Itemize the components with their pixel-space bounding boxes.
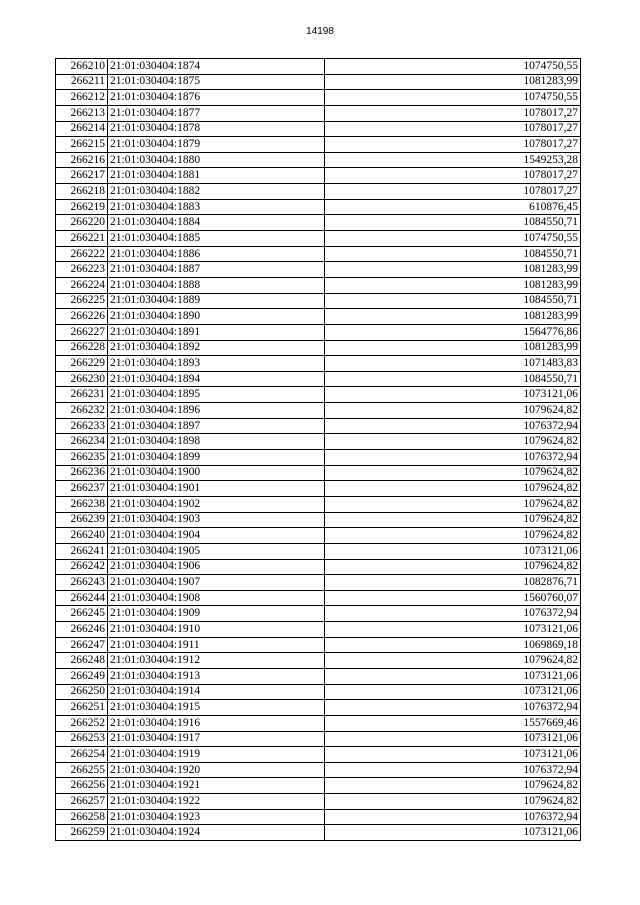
cadastral-number-cell: 21:01:030404:1893: [108, 356, 325, 372]
cadastral-value-cell: 1073121,06: [325, 825, 581, 841]
table-row: [56, 371, 581, 387]
table-row: [56, 90, 581, 106]
table-row: [56, 465, 581, 481]
table-row: [56, 387, 581, 403]
row-number-cell: 266243: [56, 575, 108, 591]
cadastral-value-cell: 1078017,27: [325, 121, 581, 137]
table-row: [56, 794, 581, 810]
row-number-cell: 266253: [56, 731, 108, 747]
row-number-cell: 266216: [56, 152, 108, 168]
row-number-cell: 266230: [56, 371, 108, 387]
row-number-cell: 266214: [56, 121, 108, 137]
cadastral-number-cell: 21:01:030404:1876: [108, 90, 325, 106]
row-number-cell: 266234: [56, 434, 108, 450]
row-number-cell: 266250: [56, 684, 108, 700]
row-number-cell: 266226: [56, 309, 108, 325]
cadastral-value-cell: 1078017,27: [325, 105, 581, 121]
cadastral-number-cell: 21:01:030404:1920: [108, 762, 325, 778]
row-number-cell: 266251: [56, 700, 108, 716]
cadastral-number-cell: 21:01:030404:1909: [108, 606, 325, 622]
row-number-cell: 266244: [56, 590, 108, 606]
table-row: [56, 199, 581, 215]
row-number-cell: 266218: [56, 184, 108, 200]
cadastral-number-cell: 21:01:030404:1913: [108, 668, 325, 684]
cadastral-number-cell: 21:01:030404:1894: [108, 371, 325, 387]
table-row: [56, 403, 581, 419]
row-number-cell: 266242: [56, 559, 108, 575]
cadastral-value-cell: 1076372,94: [325, 762, 581, 778]
row-number-cell: 266245: [56, 606, 108, 622]
cadastral-number-cell: 21:01:030404:1884: [108, 215, 325, 231]
cadastral-number-cell: 21:01:030404:1899: [108, 450, 325, 466]
row-number-cell: 266252: [56, 715, 108, 731]
row-number-cell: 266237: [56, 481, 108, 497]
row-number-cell: 266249: [56, 668, 108, 684]
cadastral-value-cell: 1076372,94: [325, 700, 581, 716]
cadastral-value-table: [55, 58, 581, 841]
row-number-cell: 266224: [56, 277, 108, 293]
row-number-cell: 266241: [56, 543, 108, 559]
cadastral-number-cell: 21:01:030404:1902: [108, 496, 325, 512]
cadastral-value-cell: 1073121,06: [325, 668, 581, 684]
row-number-cell: 266213: [56, 105, 108, 121]
table-row: [56, 668, 581, 684]
table-row: [56, 559, 581, 575]
cadastral-number-cell: 21:01:030404:1901: [108, 481, 325, 497]
table-row: [56, 825, 581, 841]
cadastral-value-cell: 1079624,82: [325, 794, 581, 810]
table-row: [56, 262, 581, 278]
cadastral-number-cell: 21:01:030404:1896: [108, 403, 325, 419]
cadastral-number-cell: 21:01:030404:1910: [108, 622, 325, 638]
row-number-cell: 266223: [56, 262, 108, 278]
cadastral-number-cell: 21:01:030404:1905: [108, 543, 325, 559]
cadastral-value-cell: 1078017,27: [325, 137, 581, 153]
cadastral-number-cell: 21:01:030404:1890: [108, 309, 325, 325]
table-row: [56, 215, 581, 231]
table-row: [56, 137, 581, 153]
cadastral-number-cell: 21:01:030404:1881: [108, 168, 325, 184]
table-row: [56, 418, 581, 434]
row-number-cell: 266259: [56, 825, 108, 841]
row-number-cell: 266247: [56, 637, 108, 653]
cadastral-value-cell: 1073121,06: [325, 387, 581, 403]
cadastral-number-cell: 21:01:030404:1882: [108, 184, 325, 200]
cadastral-number-cell: 21:01:030404:1911: [108, 637, 325, 653]
table-row: [56, 277, 581, 293]
cadastral-value-cell: 1079624,82: [325, 653, 581, 669]
table-row: [56, 434, 581, 450]
table-row: [56, 121, 581, 137]
cadastral-number-cell: 21:01:030404:1924: [108, 825, 325, 841]
table-row: [56, 715, 581, 731]
cadastral-number-cell: 21:01:030404:1914: [108, 684, 325, 700]
table-row: [56, 590, 581, 606]
cadastral-value-cell: 1084550,71: [325, 246, 581, 262]
cadastral-number-cell: 21:01:030404:1877: [108, 105, 325, 121]
row-number-cell: 266219: [56, 199, 108, 215]
cadastral-value-cell: 1079624,82: [325, 465, 581, 481]
cadastral-number-cell: 21:01:030404:1917: [108, 731, 325, 747]
table-row: [56, 575, 581, 591]
cadastral-number-cell: 21:01:030404:1915: [108, 700, 325, 716]
cadastral-value-cell: 1079624,82: [325, 403, 581, 419]
cadastral-number-cell: 21:01:030404:1907: [108, 575, 325, 591]
row-number-cell: 266257: [56, 794, 108, 810]
cadastral-number-cell: 21:01:030404:1875: [108, 74, 325, 90]
cadastral-number-cell: 21:01:030404:1919: [108, 747, 325, 763]
cadastral-value-cell: 1076372,94: [325, 450, 581, 466]
cadastral-value-cell: 1079624,82: [325, 778, 581, 794]
cadastral-number-cell: 21:01:030404:1906: [108, 559, 325, 575]
row-number-cell: 266210: [56, 59, 108, 75]
cadastral-number-cell: 21:01:030404:1878: [108, 121, 325, 137]
cadastral-number-cell: 21:01:030404:1883: [108, 199, 325, 215]
page-number: 14198: [306, 26, 334, 37]
table-row: [56, 168, 581, 184]
table-row: [56, 747, 581, 763]
cadastral-number-cell: 21:01:030404:1916: [108, 715, 325, 731]
cadastral-value-cell: 1071483,83: [325, 356, 581, 372]
row-number-cell: 266229: [56, 356, 108, 372]
cadastral-value-cell: 1081283,99: [325, 340, 581, 356]
row-number-cell: 266212: [56, 90, 108, 106]
cadastral-number-cell: 21:01:030404:1885: [108, 231, 325, 247]
cadastral-number-cell: 21:01:030404:1874: [108, 59, 325, 75]
table-row: [56, 496, 581, 512]
table-row: [56, 293, 581, 309]
row-number-cell: 266236: [56, 465, 108, 481]
row-number-cell: 266233: [56, 418, 108, 434]
row-number-cell: 266248: [56, 653, 108, 669]
cadastral-value-cell: 1560760,07: [325, 590, 581, 606]
cadastral-value-cell: 1079624,82: [325, 496, 581, 512]
table-row: [56, 309, 581, 325]
cadastral-value-cell: 1082876,71: [325, 575, 581, 591]
cadastral-value-cell: 1564776,86: [325, 324, 581, 340]
row-number-cell: 266215: [56, 137, 108, 153]
table-row: [56, 778, 581, 794]
cadastral-number-cell: 21:01:030404:1895: [108, 387, 325, 403]
cadastral-value-cell: 1079624,82: [325, 528, 581, 544]
cadastral-value-cell: 1073121,06: [325, 684, 581, 700]
table-row: [56, 152, 581, 168]
cadastral-value-cell: 1081283,99: [325, 74, 581, 90]
table-row: [56, 356, 581, 372]
table-row: [56, 105, 581, 121]
cadastral-number-cell: 21:01:030404:1892: [108, 340, 325, 356]
cadastral-number-cell: 21:01:030404:1886: [108, 246, 325, 262]
cadastral-number-cell: 21:01:030404:1889: [108, 293, 325, 309]
cadastral-value-cell: 1084550,71: [325, 293, 581, 309]
cadastral-value-cell: 1074750,55: [325, 90, 581, 106]
table-row: [56, 684, 581, 700]
table-row: [56, 653, 581, 669]
table-row: [56, 700, 581, 716]
cadastral-number-cell: 21:01:030404:1897: [108, 418, 325, 434]
cadastral-value-cell: 1549253,28: [325, 152, 581, 168]
row-number-cell: 266227: [56, 324, 108, 340]
table-row: [56, 184, 581, 200]
table-row: [56, 340, 581, 356]
table-row: [56, 528, 581, 544]
table-row: [56, 543, 581, 559]
row-number-cell: 266256: [56, 778, 108, 794]
table-row: [56, 450, 581, 466]
table-row: [56, 481, 581, 497]
cadastral-value-cell: 1078017,27: [325, 184, 581, 200]
table-row: [56, 512, 581, 528]
row-number-cell: 266254: [56, 747, 108, 763]
cadastral-value-cell: 1074750,55: [325, 59, 581, 75]
table-body: [56, 59, 581, 841]
cadastral-number-cell: 21:01:030404:1898: [108, 434, 325, 450]
row-number-cell: 266231: [56, 387, 108, 403]
row-number-cell: 266221: [56, 231, 108, 247]
cadastral-value-cell: 610876,45: [325, 199, 581, 215]
table-row: [56, 246, 581, 262]
cadastral-number-cell: 21:01:030404:1879: [108, 137, 325, 153]
cadastral-number-cell: 21:01:030404:1903: [108, 512, 325, 528]
row-number-cell: 266217: [56, 168, 108, 184]
cadastral-number-cell: 21:01:030404:1891: [108, 324, 325, 340]
row-number-cell: 266238: [56, 496, 108, 512]
table-row: [56, 59, 581, 75]
row-number-cell: 266258: [56, 809, 108, 825]
cadastral-value-cell: 1073121,06: [325, 622, 581, 638]
cadastral-value-cell: 1074750,55: [325, 231, 581, 247]
cadastral-number-cell: 21:01:030404:1904: [108, 528, 325, 544]
table-row: [56, 731, 581, 747]
row-number-cell: 266211: [56, 74, 108, 90]
cadastral-value-cell: 1081283,99: [325, 277, 581, 293]
table-row: [56, 324, 581, 340]
cadastral-value-cell: 1081283,99: [325, 309, 581, 325]
cadastral-number-cell: 21:01:030404:1923: [108, 809, 325, 825]
table-row: [56, 231, 581, 247]
cadastral-number-cell: 21:01:030404:1887: [108, 262, 325, 278]
row-number-cell: 266232: [56, 403, 108, 419]
cadastral-number-cell: 21:01:030404:1900: [108, 465, 325, 481]
cadastral-value-cell: 1076372,94: [325, 606, 581, 622]
cadastral-value-cell: 1079624,82: [325, 434, 581, 450]
table-row: [56, 809, 581, 825]
cadastral-number-cell: 21:01:030404:1922: [108, 794, 325, 810]
row-number-cell: 266228: [56, 340, 108, 356]
cadastral-number-cell: 21:01:030404:1888: [108, 277, 325, 293]
cadastral-value-cell: 1079624,82: [325, 559, 581, 575]
cadastral-value-cell: 1079624,82: [325, 481, 581, 497]
cadastral-number-cell: 21:01:030404:1912: [108, 653, 325, 669]
row-number-cell: 266235: [56, 450, 108, 466]
cadastral-value-cell: 1073121,06: [325, 731, 581, 747]
cadastral-value-cell: 1557669,46: [325, 715, 581, 731]
table-row: [56, 606, 581, 622]
table-row: [56, 622, 581, 638]
cadastral-value-cell: 1084550,71: [325, 371, 581, 387]
row-number-cell: 266222: [56, 246, 108, 262]
cadastral-value-cell: 1073121,06: [325, 747, 581, 763]
row-number-cell: 266255: [56, 762, 108, 778]
cadastral-value-cell: 1079624,82: [325, 512, 581, 528]
row-number-cell: 266240: [56, 528, 108, 544]
cadastral-value-cell: 1081283,99: [325, 262, 581, 278]
row-number-cell: 266225: [56, 293, 108, 309]
row-number-cell: 266246: [56, 622, 108, 638]
cadastral-number-cell: 21:01:030404:1880: [108, 152, 325, 168]
cadastral-value-cell: 1069869,18: [325, 637, 581, 653]
row-number-cell: 266220: [56, 215, 108, 231]
cadastral-number-cell: 21:01:030404:1908: [108, 590, 325, 606]
cadastral-value-cell: 1073121,06: [325, 543, 581, 559]
row-number-cell: 266239: [56, 512, 108, 528]
table-row: [56, 762, 581, 778]
cadastral-value-cell: 1078017,27: [325, 168, 581, 184]
table-row: [56, 74, 581, 90]
cadastral-value-cell: 1084550,71: [325, 215, 581, 231]
cadastral-value-cell: 1076372,94: [325, 418, 581, 434]
table-row: [56, 637, 581, 653]
cadastral-value-cell: 1076372,94: [325, 809, 581, 825]
cadastral-number-cell: 21:01:030404:1921: [108, 778, 325, 794]
